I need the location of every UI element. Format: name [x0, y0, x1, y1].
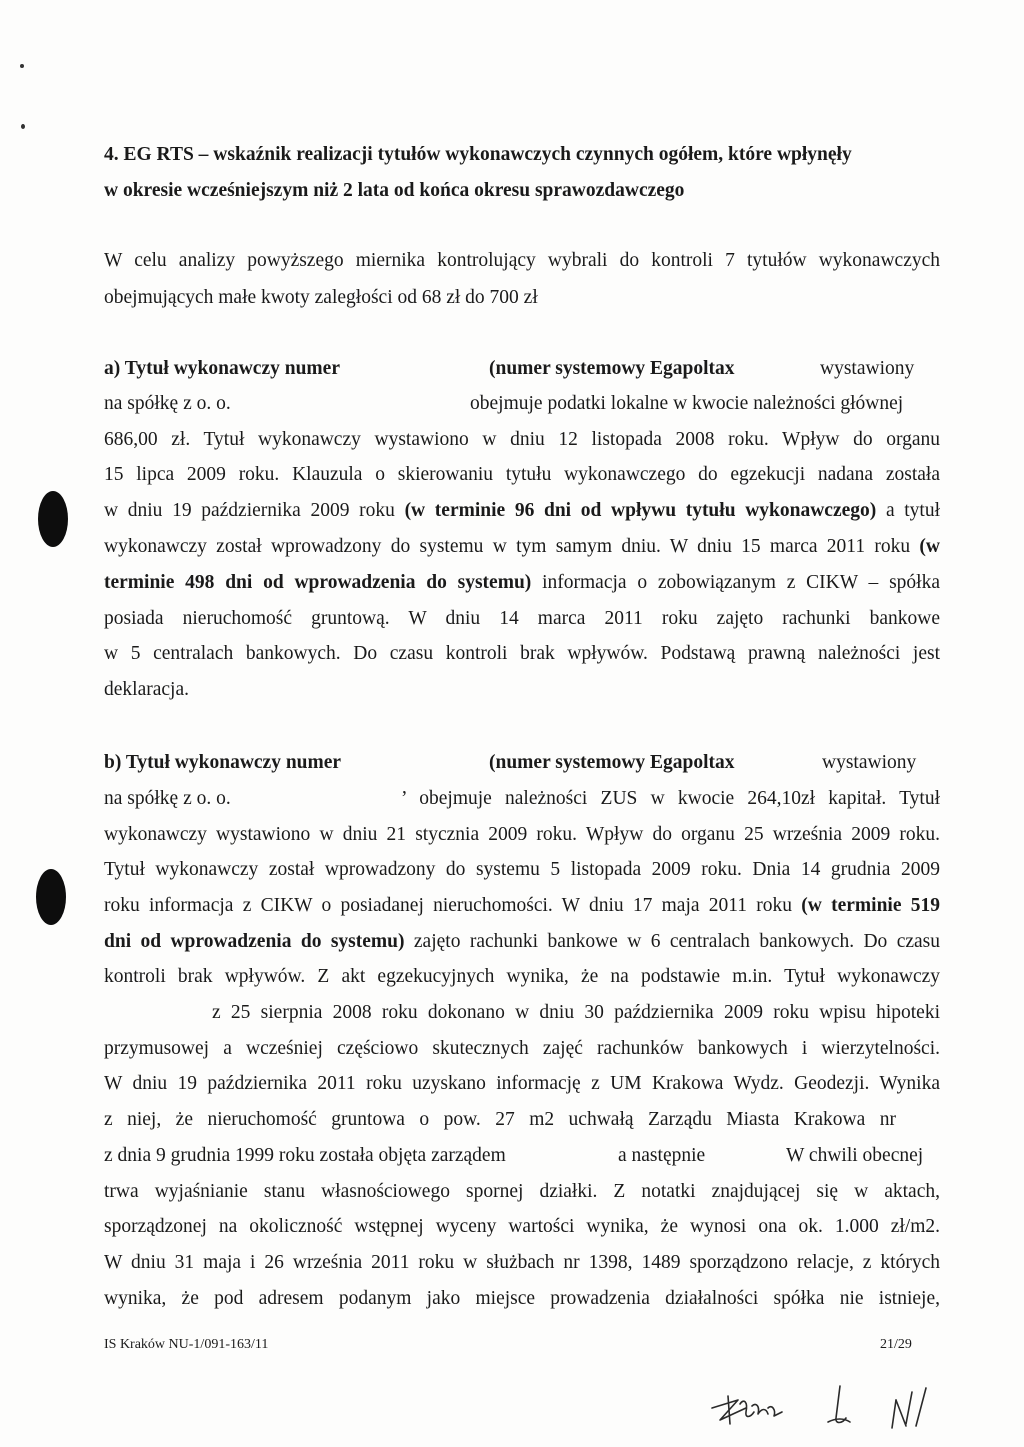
- section-b-then: a następnie: [618, 1145, 706, 1166]
- section-a-title: a) Tytuł wykonawczy numer: [104, 358, 340, 379]
- section-b-seizure: zajęto rachunki bankowe w 6 centralach bankowych. Do czasu: [413, 931, 941, 952]
- section-b-system-number: (numer systemowy Egapoltax: [489, 752, 735, 773]
- section-b-management: z dnia 9 grudnia 1999 roku została objęta zarządem: [104, 1145, 506, 1166]
- section-heading-line-2: w okresie wcześniejszym niż 2 lata od końca okresu sprawozdawczego: [104, 180, 685, 201]
- section-b-line-6: [104, 929, 940, 955]
- section-a-company: na spółkę z o. o.: [104, 393, 231, 414]
- section-a-scope: obejmuje podatki lokalne w kwocie należności głównej: [470, 393, 904, 414]
- section-b-cikw-info: roku informacja z CIKW o posiadanej nieruchomości. W dniu 17 maja 2011 roku: [104, 895, 793, 916]
- section-a-clause-date: w dniu 19 października 2009 roku: [104, 500, 395, 521]
- section-b-line-3: wykonawczy wystawiono w dniu 21 stycznia 2009 roku. Wpływ do organu 25 września 2009 roku.: [104, 824, 940, 845]
- section-a-term-96: (w terminie 96 dni od wpływu tytułu wykonawczego): [404, 500, 877, 521]
- section-a-line-7: [104, 570, 940, 596]
- intro-line-1: W celu analizy powyższego miernika kontrolujący wybrali do kontroli 7 tytułów wykonawczych: [104, 250, 940, 271]
- section-a-issued: wystawiony: [820, 358, 915, 379]
- scan-speck: [20, 64, 24, 68]
- section-a-line-4: 15 lipca 2009 roku. Klauzula o skierowaniu tytułu wykonawczego do egzekucji nadana została: [104, 464, 940, 485]
- section-a-line-3: 686,00 zł. Tytuł wykonawczy wystawiono w dniu 12 listopada 2008 roku. Wpływ do organu: [104, 429, 940, 450]
- section-a-system-number: (numer systemowy Egapoltax: [489, 358, 735, 379]
- section-b-term-519: (w terminie 519: [801, 895, 940, 916]
- section-a-line-2: [104, 391, 940, 417]
- section-b-line-7: kontroli brak wpływów. Z akt egzekucyjnych wynika, że na podstawie m.in. Tytuł wykonawczy: [104, 966, 940, 987]
- section-a-clause-end: a tytuł: [885, 500, 941, 521]
- section-a-line-10: deklaracja.: [104, 679, 189, 700]
- section-b-line-4: Tytuł wykonawczy został wprowadzony do systemu 5 listopada 2009 roku. Dnia 14 grudnia 2009: [104, 859, 940, 880]
- section-b-line-14: sporządzonej na okoliczność wstępnej wyceny wartości wynika, że wynosi ona ok. 1.000 zł/m2.: [104, 1216, 940, 1237]
- section-b-company: na spółkę z o. o.: [104, 788, 231, 809]
- section-a-term-498: terminie 498 dni od wprowadzenia do systemu): [104, 572, 532, 593]
- scan-speck: [21, 124, 25, 129]
- section-b-line-1: [104, 750, 940, 776]
- section-b-line-2: [104, 786, 940, 812]
- section-b-line-5: [104, 893, 940, 919]
- section-a-entry: wykonawczy został wprowadzony do systemu w tym samym dniu. W dniu 15 marca 2011 roku: [104, 536, 911, 557]
- section-b-title: b) Tytuł wykonawczy numer: [104, 752, 342, 773]
- handwritten-signature: [700, 1378, 960, 1438]
- section-b-issued: wystawiony: [822, 752, 917, 773]
- section-b-currently: W chwili obecnej: [786, 1145, 924, 1166]
- section-b-line-12: [104, 1143, 940, 1169]
- section-a-cikw-info: informacja o zobowiązanym z CIKW – spółka: [542, 572, 941, 593]
- section-b-scope: ’ obejmuje należności ZUS w kwocie 264,10zł kapitał. Tytuł: [401, 788, 940, 809]
- document-reference: IS Kraków NU-1/091-163/11: [104, 1337, 269, 1352]
- section-b-term-end: dni od wprowadzenia do systemu): [104, 931, 405, 952]
- section-b-line-11: z niej, że nieruchomość gruntowa o pow. 27 m2 uchwałą Zarządu Miasta Krakowa nr: [104, 1109, 896, 1130]
- section-a-line-8: posiada nieruchomość gruntową. W dniu 14 marca 2011 roku zajęto rachunki bankowe: [104, 608, 940, 629]
- section-b-line-15: W dniu 31 maja i 26 września 2011 roku w służbach nr 1398, 1489 sporządzono relacje, z których: [104, 1252, 940, 1273]
- section-a-line-5: [104, 498, 940, 524]
- page-number: 21/29: [880, 1337, 912, 1352]
- section-b-line-8: z 25 sierpnia 2008 roku dokonano w dniu 30 października 2009 roku wpisu hipoteki: [212, 1002, 940, 1023]
- punch-hole: [36, 869, 66, 925]
- section-b-line-10: W dniu 19 października 2011 roku uzyskano informację z UM Krakowa Wydz. Geodezji. Wynika: [104, 1073, 940, 1094]
- section-a-line-1: [104, 356, 940, 382]
- section-a-line-6: [104, 534, 940, 560]
- section-a-term-open: (w: [919, 536, 940, 557]
- section-b-line-16: wynika, że pod adresem podanym jako miejsce prowadzenia działalności spółka nie istnieje,: [104, 1288, 940, 1309]
- intro-line-2: obejmujących małe kwoty zaległości od 68 zł do 700 zł: [104, 287, 538, 308]
- punch-hole: [38, 491, 68, 547]
- section-a-line-9: w 5 centralach bankowych. Do czasu kontroli brak wpływów. Podstawą prawną należności jest: [104, 643, 940, 664]
- section-b-line-9: przymusowej a wcześniej częściowo skutecznych zajęć rachunków bankowych i wierzytelności.: [104, 1038, 940, 1059]
- section-b-line-13: trwa wyjaśnianie stanu własnościowego spornej działki. Z notatki znajdującej się w aktach,: [104, 1181, 940, 1202]
- section-heading-line-1: 4. EG RTS – wskaźnik realizacji tytułów wykonawczych czynnych ogółem, które wpłynęły: [104, 144, 852, 165]
